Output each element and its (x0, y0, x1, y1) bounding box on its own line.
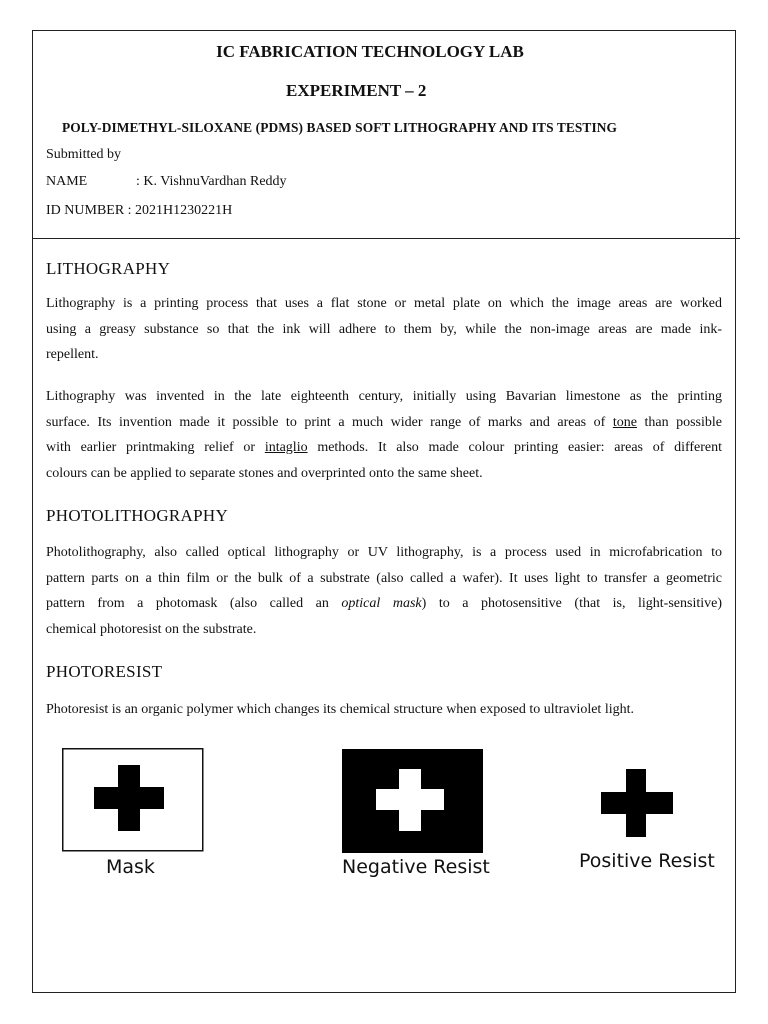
positive-cross-horizontal (601, 792, 673, 814)
photolithography-paragraph: Photolithography, also called optical lithography or UV lithography, is a process used in microfabrication to pattern parts on a thin film or the bulk of a substrate (also called a wafer). It uses light to transfer a geometric pattern from a photomask (also called an optical mask) to a photosensitive (that is, light-sensitive) chemical photoresist on the substrate. (46, 545, 722, 637)
lab-title: IC FABRICATION TECHNOLOGY LAB (216, 42, 524, 61)
positive-resist-label: Positive Resist (579, 850, 715, 872)
mask-cross-horizontal (94, 787, 164, 809)
experiment-title: POLY-DIMETHYL-SILOXANE (PDMS) BASED SOFT LITHOGRAPHY AND ITS TESTING (62, 120, 618, 135)
heading-photolithography: PHOTOLITHOGRAPHY (46, 506, 229, 525)
negative-resist-diagram (342, 749, 483, 853)
submitted-by: Submitted by (46, 147, 122, 162)
photoresist-paragraph: Photoresist is an organic polymer which changes its chemical structure when exposed to ultraviolet light. (46, 702, 634, 717)
lithography-paragraph-2: Lithography was invented in the late eighteenth century, initially using Bavarian limestone as the printing surface. Its invention made it possible to print a much wider range of marks and areas of tone than possible with earlier printmaking relief or intaglio methods. It also made colour printing easier: areas of different colours can be applied to separate stones and overprinted onto the same sheet. (46, 389, 723, 481)
heading-lithography: LITHOGRAPHY (46, 259, 171, 278)
link-tone[interactable]: tone (612, 414, 637, 430)
lithography-paragraph-1: Lithography is a printing process that uses a flat stone or metal plate on which the image areas are worked using a greasy substance so that the ink will adhere to them by, while the non-image areas are made ink- repellent. (46, 296, 722, 362)
mask-label: Mask (106, 856, 155, 878)
id-number: ID NUMBER : 2021H1230221H (46, 203, 233, 218)
link-intaglio[interactable]: intaglio (264, 440, 308, 455)
negative-cross-horizontal (376, 789, 444, 810)
negative-resist-label: Negative Resist (342, 856, 490, 878)
mask-diagram (62, 748, 204, 852)
positive-resist-diagram (601, 769, 673, 837)
header-divider (32, 238, 740, 239)
name-value: : K. VishnuVardhan Reddy (136, 174, 287, 189)
name-label: NAME (46, 174, 88, 189)
heading-photoresist: PHOTORESIST (46, 662, 163, 681)
experiment-number: EXPERIMENT – 2 (286, 81, 427, 100)
